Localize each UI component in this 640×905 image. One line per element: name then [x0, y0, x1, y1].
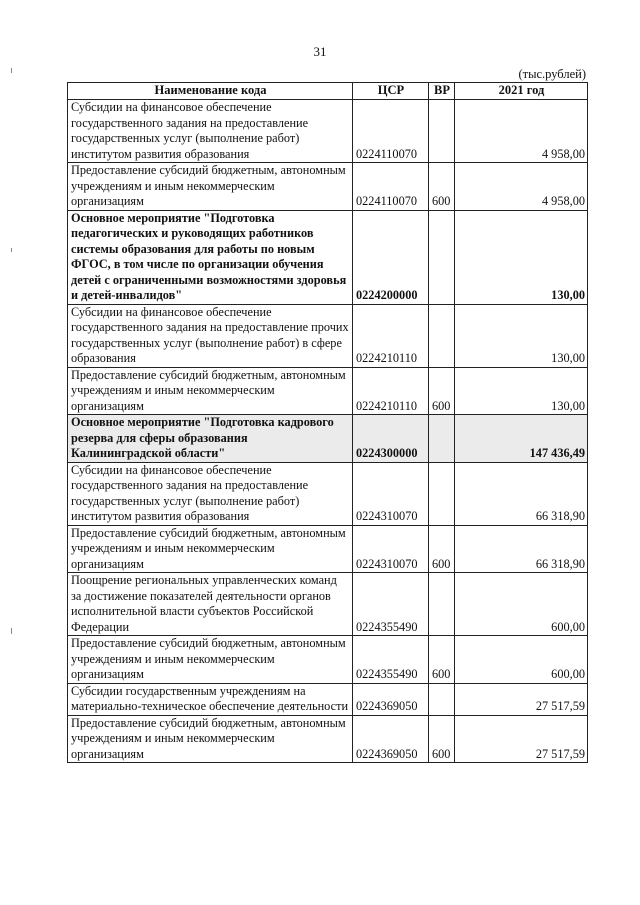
- cell-name: Субсидии на финансовое обеспечение государственного задания на предоставление прочих государственных услуг (выполнение работ) в сфере образования: [68, 304, 353, 367]
- unit-note: (тыс.рублей): [518, 67, 586, 81]
- cell-vr: 600: [429, 715, 455, 763]
- cell-vr: 600: [429, 367, 455, 415]
- cell-amount: 130,00: [455, 304, 588, 367]
- cell-csr: 0224210110: [353, 304, 429, 367]
- cell-vr: [429, 683, 455, 715]
- cell-csr: 0224300000: [353, 415, 429, 463]
- scan-margin-mark: [11, 248, 12, 252]
- cell-name: Предоставление субсидий бюджетным, автономным учреждениям и иным некоммерческим организациям: [68, 525, 353, 573]
- cell-amount: 27 517,59: [455, 683, 588, 715]
- cell-name: Предоставление субсидий бюджетным, автономным учреждениям и иным некоммерческим организациям: [68, 163, 353, 211]
- budget-table: [67, 82, 588, 763]
- cell-vr: [429, 210, 455, 304]
- cell-amount: 130,00: [455, 367, 588, 415]
- cell-name: Предоставление субсидий бюджетным, автономным учреждениям и иным некоммерческим организациям: [68, 636, 353, 684]
- cell-amount: 130,00: [455, 210, 588, 304]
- cell-csr: 0224110070: [353, 100, 429, 163]
- table-row: [68, 415, 588, 463]
- header-csr: ЦСР: [353, 83, 429, 100]
- table-row: [68, 525, 588, 573]
- cell-vr: 600: [429, 636, 455, 684]
- cell-vr: [429, 462, 455, 525]
- table-row: [68, 210, 588, 304]
- cell-csr: 0224369050: [353, 683, 429, 715]
- cell-vr: [429, 573, 455, 636]
- table-body: [68, 100, 588, 763]
- cell-amount: 600,00: [455, 636, 588, 684]
- table-row: [68, 367, 588, 415]
- table-row: [68, 163, 588, 211]
- cell-name: Основное мероприятие "Подготовка кадрового резерва для сферы образования Калининградской области": [68, 415, 353, 463]
- cell-name: Поощрение региональных управленческих команд за достижение показателей деятельности органов исполнительной власти субъектов Российской Федерации: [68, 573, 353, 636]
- page-number: 31: [313, 44, 327, 59]
- cell-name: Субсидии государственным учреждениям на материально-техническое обеспечение деятельности: [68, 683, 353, 715]
- cell-csr: 0224200000: [353, 210, 429, 304]
- table-header-row: [68, 83, 588, 100]
- cell-name: Субсидии на финансовое обеспечение государственного задания на предоставление государственных услуг (выполнение работ) институтом развития образования: [68, 462, 353, 525]
- table-row: [68, 636, 588, 684]
- cell-amount: 600,00: [455, 573, 588, 636]
- table-row: [68, 573, 588, 636]
- cell-amount: 27 517,59: [455, 715, 588, 763]
- cell-csr: 0224310070: [353, 525, 429, 573]
- cell-vr: 600: [429, 163, 455, 211]
- table-row: [68, 715, 588, 763]
- cell-amount: 4 958,00: [455, 100, 588, 163]
- cell-name: Основное мероприятие "Подготовка педагогических и руководящих работников системы образования для работы по новым ФГОС, в том числе по организации обучения детей с ограниченными возможностями здоровья и детей-инвалидов": [68, 210, 353, 304]
- table-row: [68, 462, 588, 525]
- header-year: 2021 год: [455, 83, 588, 100]
- scan-margin-mark: [11, 68, 12, 73]
- cell-amount: 66 318,90: [455, 525, 588, 573]
- table-row: [68, 683, 588, 715]
- scan-margin-mark: [11, 628, 12, 634]
- cell-name: Предоставление субсидий бюджетным, автономным учреждениям и иным некоммерческим организациям: [68, 715, 353, 763]
- header-name: Наименование кода: [68, 83, 353, 100]
- cell-amount: 147 436,49: [455, 415, 588, 463]
- table-row: [68, 304, 588, 367]
- cell-name: Субсидии на финансовое обеспечение государственного задания на предоставление государственных услуг (выполнение работ) институтом развития образования: [68, 100, 353, 163]
- cell-vr: 600: [429, 525, 455, 573]
- cell-csr: 0224355490: [353, 573, 429, 636]
- cell-csr: 0224210110: [353, 367, 429, 415]
- cell-amount: 66 318,90: [455, 462, 588, 525]
- cell-vr: [429, 304, 455, 367]
- table-row: [68, 100, 588, 163]
- cell-amount: 4 958,00: [455, 163, 588, 211]
- cell-name: Предоставление субсидий бюджетным, автономным учреждениям и иным некоммерческим организациям: [68, 367, 353, 415]
- cell-csr: 0224310070: [353, 462, 429, 525]
- cell-csr: 0224110070: [353, 163, 429, 211]
- cell-csr: 0224369050: [353, 715, 429, 763]
- cell-vr: [429, 100, 455, 163]
- cell-csr: 0224355490: [353, 636, 429, 684]
- header-vr: ВР: [429, 83, 455, 100]
- cell-vr: [429, 415, 455, 463]
